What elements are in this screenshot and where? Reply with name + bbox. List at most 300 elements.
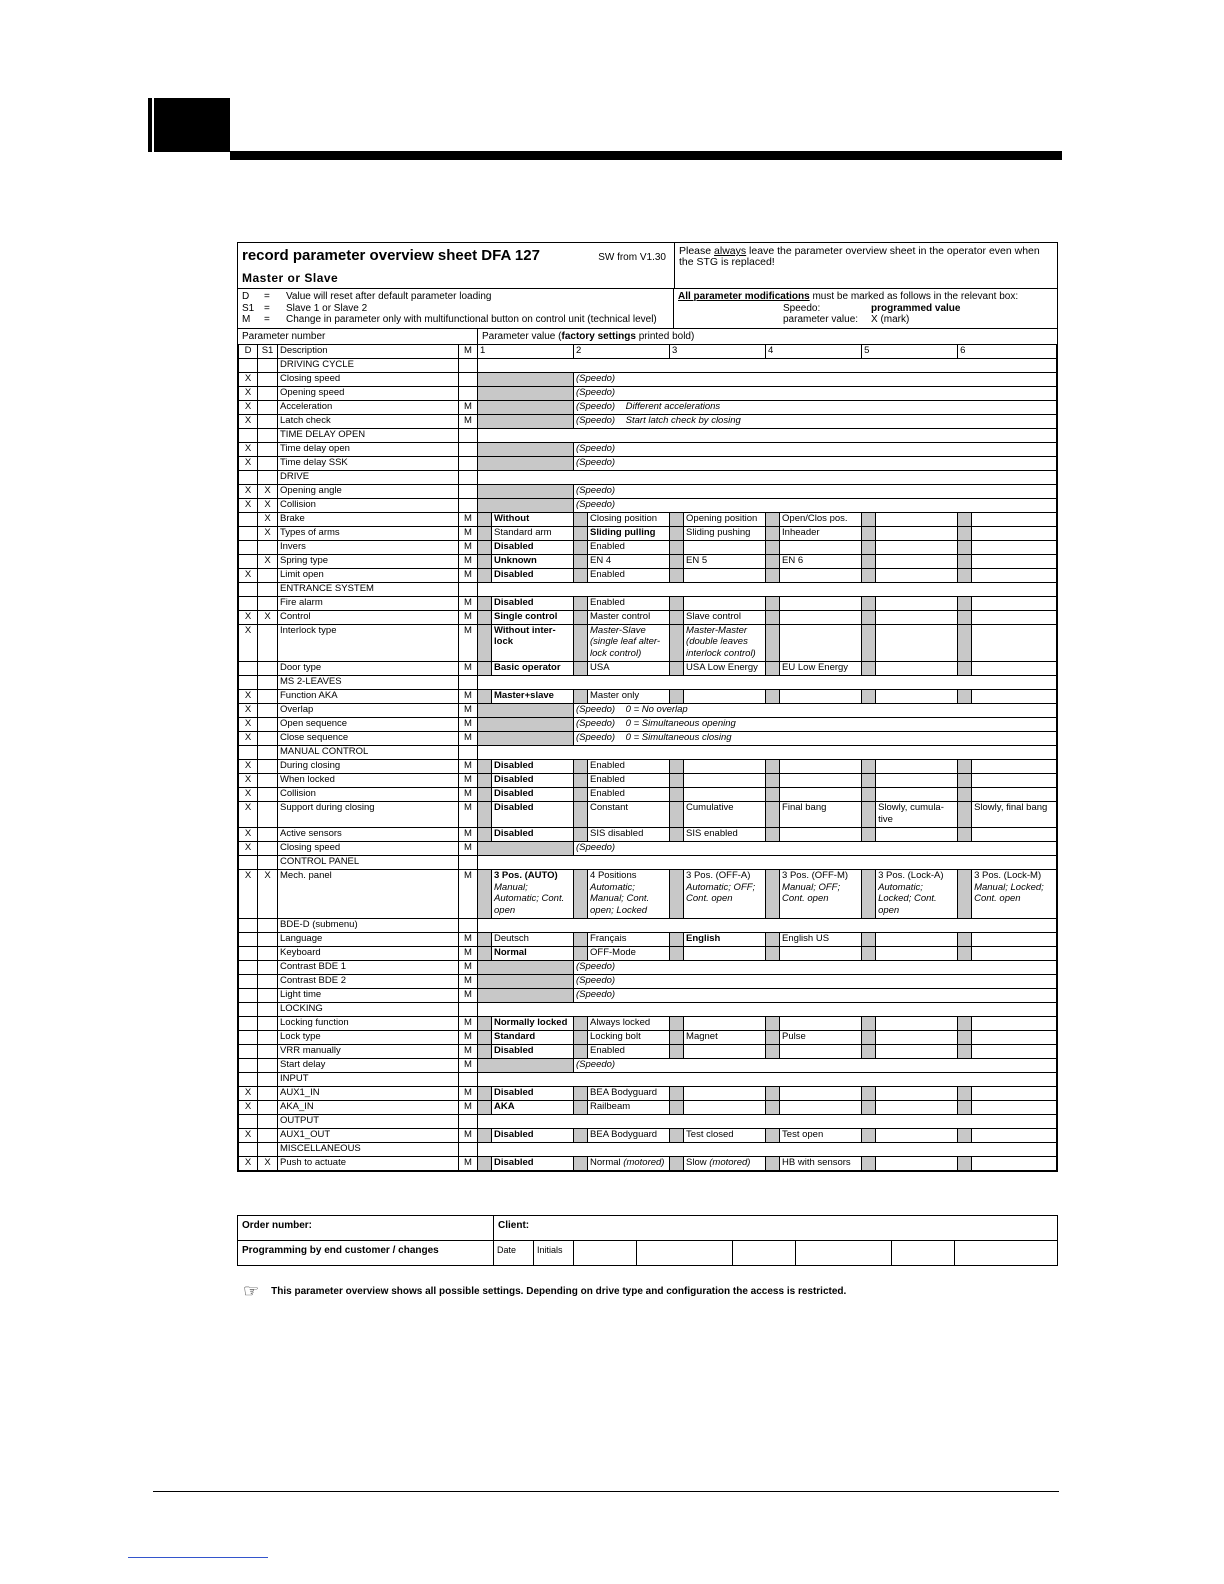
- value-mark-box[interactable]: [766, 1017, 780, 1031]
- value-mark-box[interactable]: [670, 1101, 684, 1115]
- value-option: [684, 1017, 766, 1031]
- value-mark-box[interactable]: [574, 568, 588, 582]
- parameter-description: Start delay: [278, 1059, 459, 1073]
- value-mark-box[interactable]: [958, 933, 972, 947]
- value-mark-box[interactable]: [574, 828, 588, 842]
- section-fill: [478, 919, 1057, 933]
- value-mark-box[interactable]: [670, 1157, 684, 1171]
- value-mark-box[interactable]: [478, 568, 492, 582]
- value-mark-box[interactable]: [574, 1017, 588, 1031]
- value-mark-box[interactable]: [670, 828, 684, 842]
- value-option: OFF-Mode: [588, 947, 670, 961]
- parameter-description: Time delay SSK: [278, 456, 459, 470]
- value-option: [588, 870, 670, 919]
- value-mark-box[interactable]: [958, 1087, 972, 1101]
- value-mark-box[interactable]: [862, 624, 876, 662]
- value-mark-box[interactable]: [958, 596, 972, 610]
- parameter-description: Mech. panel: [278, 870, 459, 919]
- value-mark-box[interactable]: [958, 568, 972, 582]
- value-mark-box[interactable]: [862, 690, 876, 704]
- change-cell[interactable]: [955, 1241, 1057, 1265]
- speedo-note: (Speedo): [574, 498, 1057, 512]
- value-mark-box[interactable]: [766, 1087, 780, 1101]
- speedo-note: (Speedo) Different accelerations: [574, 400, 1057, 414]
- parameter-row: [239, 414, 1057, 428]
- section-fill: [478, 746, 1057, 760]
- value-mark-box[interactable]: [862, 1157, 876, 1171]
- value-mark-box[interactable]: [958, 760, 972, 774]
- section-spacer: [459, 470, 478, 484]
- value-option: [876, 624, 958, 662]
- multifunction-flag: [459, 372, 478, 386]
- value-mark-box[interactable]: [670, 1017, 684, 1031]
- speedo-value-box[interactable]: [478, 961, 574, 975]
- value-mark-box[interactable]: [478, 1101, 492, 1115]
- value-mark-box[interactable]: [958, 512, 972, 526]
- speedo-value-box[interactable]: [478, 989, 574, 1003]
- parameter-row: [239, 610, 1057, 624]
- value-mark-box[interactable]: [862, 1031, 876, 1045]
- value-mark-box[interactable]: [670, 1031, 684, 1045]
- value-mark-box[interactable]: [958, 1129, 972, 1143]
- value-mark-box[interactable]: [670, 1087, 684, 1101]
- value-mark-box[interactable]: [766, 1129, 780, 1143]
- multifunction-flag: M: [459, 400, 478, 414]
- default-reset-flag: [239, 961, 258, 975]
- slave-flag: X: [258, 498, 278, 512]
- change-cell[interactable]: [796, 1241, 892, 1265]
- speedo-value-box[interactable]: [478, 732, 574, 746]
- value-mark-box[interactable]: [670, 554, 684, 568]
- value-mark-box[interactable]: [862, 540, 876, 554]
- section-label: MISCELLANEOUS: [278, 1143, 459, 1157]
- section-spacer: [459, 1003, 478, 1017]
- parameter-row: [239, 842, 1057, 856]
- value-mark-box[interactable]: [670, 662, 684, 676]
- value-mark-box[interactable]: [670, 540, 684, 554]
- value-option: [876, 1031, 958, 1045]
- speedo-value-box[interactable]: [478, 442, 574, 456]
- value-mark-box[interactable]: [574, 512, 588, 526]
- slave-flag: [258, 690, 278, 704]
- value-option: Basic operator: [492, 662, 574, 676]
- value-mark-box[interactable]: [862, 1087, 876, 1101]
- value-mark-box[interactable]: [862, 933, 876, 947]
- parameter-number-row: Parameter number Parameter value (factory settings printed bold): [238, 329, 1057, 345]
- value-mark-box[interactable]: [670, 1045, 684, 1059]
- value-mark-box[interactable]: [478, 540, 492, 554]
- multifunction-flag: M: [459, 975, 478, 989]
- value-mark-box[interactable]: [958, 1157, 972, 1171]
- value-mark-box[interactable]: [478, 554, 492, 568]
- section-fill: [478, 358, 1057, 372]
- value-mark-box[interactable]: [766, 1157, 780, 1171]
- value-option: [972, 774, 1057, 788]
- default-reset-flag: [239, 526, 258, 540]
- value-mark-box[interactable]: [958, 1031, 972, 1045]
- value-mark-box[interactable]: [958, 788, 972, 802]
- value-mark-box[interactable]: [862, 1045, 876, 1059]
- value-mark-box[interactable]: [766, 540, 780, 554]
- value-mark-box[interactable]: [766, 512, 780, 526]
- value-mark-box[interactable]: [766, 596, 780, 610]
- legend-s1: Slave 1 or Slave 2: [286, 302, 368, 314]
- value-option: Disabled: [492, 1157, 574, 1171]
- value-option: [780, 540, 862, 554]
- value-mark-box[interactable]: [958, 610, 972, 624]
- value-mark-box[interactable]: [574, 1031, 588, 1045]
- value-mark-box[interactable]: [862, 760, 876, 774]
- multifunction-flag: [459, 498, 478, 512]
- multifunction-flag: M: [459, 540, 478, 554]
- value-mark-box[interactable]: [958, 1045, 972, 1059]
- parameter-description: Language: [278, 933, 459, 947]
- value-mark-box[interactable]: [958, 540, 972, 554]
- value-option: Master-Master (double leaves interlock control): [684, 624, 766, 662]
- value-mark-box[interactable]: [958, 947, 972, 961]
- slave-flag: [258, 842, 278, 856]
- value-mark-box[interactable]: [670, 947, 684, 961]
- value-mark-box[interactable]: [670, 690, 684, 704]
- value-mark-box[interactable]: [958, 1017, 972, 1031]
- slave-flag: X: [258, 554, 278, 568]
- value-mark-box[interactable]: [766, 774, 780, 788]
- value-option: Disabled: [492, 802, 574, 828]
- value-mark-box[interactable]: [766, 802, 780, 828]
- value-mark-box[interactable]: [862, 774, 876, 788]
- parameter-table: [238, 345, 1057, 1172]
- default-reset-flag: X: [239, 1157, 258, 1171]
- value-mark-box[interactable]: [862, 526, 876, 540]
- parameter-description: When locked: [278, 774, 459, 788]
- speedo-value-box[interactable]: [478, 456, 574, 470]
- value-mark-box[interactable]: [670, 610, 684, 624]
- value-mark-box[interactable]: [670, 1129, 684, 1143]
- section-spacer: [459, 1143, 478, 1157]
- value-mark-box[interactable]: [574, 662, 588, 676]
- value-option: Deutsch: [492, 933, 574, 947]
- value-option: [972, 568, 1057, 582]
- value-mark-box[interactable]: [574, 760, 588, 774]
- value-mark-box[interactable]: [478, 947, 492, 961]
- value-mark-box[interactable]: [478, 933, 492, 947]
- value-mark-box[interactable]: [478, 624, 492, 662]
- value-mark-box[interactable]: [574, 596, 588, 610]
- footer-note: [243, 1281, 846, 1302]
- legend-d: Value will reset after default parameter loading: [286, 291, 492, 302]
- value-mark-box[interactable]: [766, 1031, 780, 1045]
- value-mark-box[interactable]: [478, 1031, 492, 1045]
- value-mark-box[interactable]: [862, 554, 876, 568]
- value-mark-box[interactable]: [574, 1087, 588, 1101]
- value-mark-box[interactable]: [478, 1129, 492, 1143]
- value-mark-box[interactable]: [478, 1157, 492, 1171]
- value-mark-box[interactable]: [958, 828, 972, 842]
- parameter-row: [239, 1017, 1057, 1031]
- value-mark-box[interactable]: [574, 1101, 588, 1115]
- value-mark-box[interactable]: [862, 662, 876, 676]
- default-reset-flag: [239, 662, 258, 676]
- value-mark-box[interactable]: [958, 690, 972, 704]
- value-mark-box[interactable]: [478, 828, 492, 842]
- parameter-description: Closing speed: [278, 372, 459, 386]
- value-mark-box[interactable]: [766, 662, 780, 676]
- slave-flag: [258, 1059, 278, 1073]
- value-mark-box[interactable]: [478, 526, 492, 540]
- value-mark-box[interactable]: [574, 802, 588, 828]
- parameter-description: AKA_IN: [278, 1101, 459, 1115]
- value-mark-box[interactable]: [478, 774, 492, 788]
- value-mark-box[interactable]: [862, 802, 876, 828]
- value-mark-box[interactable]: [670, 568, 684, 582]
- value-mark-box[interactable]: [862, 828, 876, 842]
- value-option: Standard: [492, 1031, 574, 1045]
- value-mark-box[interactable]: [766, 1045, 780, 1059]
- value-mark-box[interactable]: [958, 774, 972, 788]
- value-mark-box[interactable]: [766, 933, 780, 947]
- slave-flag: [258, 1101, 278, 1115]
- section-row: [239, 1143, 1057, 1157]
- value-mark-box[interactable]: [574, 788, 588, 802]
- value-mark-box[interactable]: [766, 554, 780, 568]
- section-label: TIME DELAY OPEN: [278, 428, 459, 442]
- speedo-value-box[interactable]: [478, 842, 574, 856]
- value-mark-box[interactable]: [478, 690, 492, 704]
- value-option: [684, 788, 766, 802]
- column-header-row: D S1 Description M 1 2 3 4 5 6: [239, 345, 1057, 359]
- value-mark-box[interactable]: [574, 624, 588, 662]
- speedo-value-box[interactable]: [478, 498, 574, 512]
- value-mark-box[interactable]: [670, 526, 684, 540]
- value-mark-box[interactable]: [478, 1045, 492, 1059]
- value-mark-box[interactable]: [958, 526, 972, 540]
- change-cell[interactable]: [892, 1241, 955, 1265]
- client-label: Client:: [498, 1220, 530, 1231]
- pointing-hand-icon: ☞: [243, 1281, 260, 1301]
- value-option: [876, 1017, 958, 1031]
- value-mark-box[interactable]: [574, 1045, 588, 1059]
- slave-flag: [258, 989, 278, 1003]
- value-mark-box[interactable]: [574, 554, 588, 568]
- value-option: [684, 568, 766, 582]
- value-mark-box[interactable]: [862, 1017, 876, 1031]
- speedo-value-box[interactable]: [478, 414, 574, 428]
- value-mark-box[interactable]: [670, 774, 684, 788]
- value-mark-box[interactable]: [766, 610, 780, 624]
- slave-flag: [258, 624, 278, 662]
- value-mark-box[interactable]: [574, 870, 588, 919]
- section-fill: [478, 1143, 1057, 1157]
- value-option: Constant: [588, 802, 670, 828]
- value-mark-box[interactable]: [670, 512, 684, 526]
- value-mark-box[interactable]: [478, 610, 492, 624]
- parameter-row: [239, 1157, 1057, 1171]
- value-mark-box[interactable]: [958, 624, 972, 662]
- value-mark-box[interactable]: [766, 947, 780, 961]
- value-mark-box[interactable]: [574, 690, 588, 704]
- value-option: English US: [780, 933, 862, 947]
- value-mark-box[interactable]: [862, 1101, 876, 1115]
- value-mark-box[interactable]: [478, 802, 492, 828]
- order-box: [237, 1215, 1058, 1266]
- value-mark-box[interactable]: [862, 568, 876, 582]
- default-reset-flag: [239, 975, 258, 989]
- value-mark-box[interactable]: [862, 1129, 876, 1143]
- parameter-row: [239, 732, 1057, 746]
- value-option: [876, 540, 958, 554]
- value-option: [876, 828, 958, 842]
- value-option: [876, 554, 958, 568]
- value-mark-box[interactable]: [670, 870, 684, 919]
- default-reset-flag: X: [239, 498, 258, 512]
- value-mark-box[interactable]: [766, 828, 780, 842]
- multifunction-flag: M: [459, 828, 478, 842]
- section-row: [239, 1115, 1057, 1129]
- value-mark-box[interactable]: [862, 610, 876, 624]
- value-mark-box[interactable]: [766, 624, 780, 662]
- slave-flag: [258, 704, 278, 718]
- multifunction-flag: M: [459, 610, 478, 624]
- parameter-description: Door type: [278, 662, 459, 676]
- value-mark-box[interactable]: [478, 870, 492, 919]
- value-mark-box[interactable]: [670, 933, 684, 947]
- multifunction-flag: M: [459, 989, 478, 1003]
- parameter-description: Acceleration: [278, 400, 459, 414]
- value-option: Single control: [492, 610, 574, 624]
- value-mark-box[interactable]: [766, 690, 780, 704]
- speedo-value-box[interactable]: [478, 386, 574, 400]
- value-mark-box[interactable]: [958, 1101, 972, 1115]
- section-fill: [478, 856, 1057, 870]
- software-version: SW from V1.30: [598, 252, 666, 263]
- default-reset-flag: X: [239, 624, 258, 662]
- section-row: [239, 1073, 1057, 1087]
- speedo-value-box[interactable]: [478, 718, 574, 732]
- value-mark-box[interactable]: [574, 947, 588, 961]
- value-mark-box[interactable]: [766, 526, 780, 540]
- default-reset-flag: X: [239, 774, 258, 788]
- value-option: Closing position: [588, 512, 670, 526]
- slave-flag: [258, 372, 278, 386]
- value-option: [780, 1101, 862, 1115]
- value-mark-box[interactable]: [958, 662, 972, 676]
- parameter-sheet: [237, 242, 1058, 1172]
- parameter-description: AUX1_OUT: [278, 1129, 459, 1143]
- value-mark-box[interactable]: [862, 788, 876, 802]
- parameter-row: [239, 456, 1057, 470]
- value-mark-box[interactable]: [862, 512, 876, 526]
- value-mark-box[interactable]: [958, 802, 972, 828]
- default-reset-flag: X: [239, 828, 258, 842]
- value-option: [876, 1129, 958, 1143]
- change-cell[interactable]: [733, 1241, 796, 1265]
- speedo-value-box[interactable]: [478, 484, 574, 498]
- slave-flag: [258, 540, 278, 554]
- value-mark-box[interactable]: [478, 1087, 492, 1101]
- value-mark-box[interactable]: [766, 1101, 780, 1115]
- value-mark-box[interactable]: [670, 760, 684, 774]
- section-spacer: [459, 428, 478, 442]
- value-mark-box[interactable]: [574, 1157, 588, 1171]
- value-mark-box[interactable]: [958, 554, 972, 568]
- speedo-note: (Speedo): [574, 975, 1057, 989]
- section-row: [239, 676, 1057, 690]
- value-mark-box[interactable]: [766, 760, 780, 774]
- parameter-description: Function AKA: [278, 690, 459, 704]
- slave-flag: X: [258, 870, 278, 919]
- change-cell[interactable]: [637, 1241, 733, 1265]
- speedo-value-box[interactable]: [478, 400, 574, 414]
- modifications-note: All parameter modifications must be marked as follows in the relevant box:: [678, 291, 1019, 302]
- section-spacer: [239, 358, 258, 372]
- value-option: Test closed: [684, 1129, 766, 1143]
- default-reset-flag: [239, 596, 258, 610]
- multifunction-flag: M: [459, 512, 478, 526]
- value-option: [780, 1087, 862, 1101]
- value-mark-box[interactable]: [478, 760, 492, 774]
- parameter-row: [239, 484, 1057, 498]
- parameter-description: Interlock type: [278, 624, 459, 662]
- section-spacer: [239, 470, 258, 484]
- value-mark-box[interactable]: [766, 788, 780, 802]
- speedo-value-box[interactable]: [478, 372, 574, 386]
- value-mark-box[interactable]: [478, 788, 492, 802]
- value-option: Without inter-lock: [492, 624, 574, 662]
- value-mark-box[interactable]: [574, 1129, 588, 1143]
- slave-flag: [258, 1017, 278, 1031]
- value-mark-box[interactable]: [670, 624, 684, 662]
- parameter-description: Close sequence: [278, 732, 459, 746]
- value-mark-box[interactable]: [478, 1017, 492, 1031]
- value-mark-box[interactable]: [766, 568, 780, 582]
- parameter-description: Opening angle: [278, 484, 459, 498]
- value-mark-box[interactable]: [574, 540, 588, 554]
- value-option: [876, 774, 958, 788]
- section-spacer: [239, 582, 258, 596]
- value-option: [972, 933, 1057, 947]
- value-option: Final bang: [780, 802, 862, 828]
- section-label: LOCKING: [278, 1003, 459, 1017]
- value-mark-box[interactable]: [478, 596, 492, 610]
- value-option: [972, 1017, 1057, 1031]
- value-mark-box[interactable]: [574, 610, 588, 624]
- value-mark-box[interactable]: [766, 870, 780, 919]
- value-option: Master-Slave (single leaf alter-lock control): [588, 624, 670, 662]
- multifunction-flag: M: [459, 690, 478, 704]
- speedo-value-box[interactable]: [478, 1059, 574, 1073]
- value-mark-box[interactable]: [862, 596, 876, 610]
- value-mark-box[interactable]: [958, 870, 972, 919]
- value-mark-box[interactable]: [478, 512, 492, 526]
- value-mark-box[interactable]: [670, 802, 684, 828]
- speedo-value-box[interactable]: [478, 975, 574, 989]
- value-mark-box[interactable]: [478, 662, 492, 676]
- value-mark-box[interactable]: [574, 933, 588, 947]
- speedo-value-box[interactable]: [478, 704, 574, 718]
- value-mark-box[interactable]: [862, 870, 876, 919]
- programming-label: Programming by end customer / changes: [238, 1241, 494, 1265]
- value-option: Enabled: [588, 788, 670, 802]
- parameter-row: [239, 1045, 1057, 1059]
- value-mark-box[interactable]: [574, 774, 588, 788]
- value-mark-box[interactable]: [670, 788, 684, 802]
- value-mark-box[interactable]: [670, 596, 684, 610]
- value-mark-box[interactable]: [862, 947, 876, 961]
- value-option: [684, 870, 766, 919]
- value-mark-box[interactable]: [574, 526, 588, 540]
- section-spacer: [258, 1115, 278, 1129]
- change-cell[interactable]: [574, 1241, 637, 1265]
